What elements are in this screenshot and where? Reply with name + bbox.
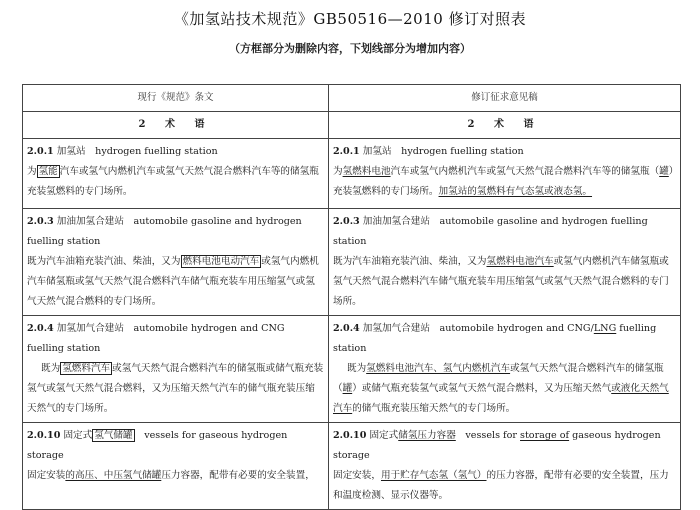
clause-text: 既为汽车油箱充装汽油、柴油，又为	[27, 256, 181, 267]
column-header-revised: 修订征求意见稿	[329, 85, 681, 112]
clause-text: 汽车或氢气内燃机汽车或氢气天然气混合燃料汽车等的储氢瓶（	[390, 166, 660, 177]
clause-number: 2.0.10	[27, 430, 61, 441]
added-text: 氢燃料电池	[342, 166, 391, 177]
clause-cell-current	[23, 209, 329, 316]
clause-cell-current	[23, 423, 329, 510]
added-text: 罐	[659, 166, 669, 177]
clause-number: 2.0.3	[27, 216, 54, 227]
clause-cell-current	[23, 139, 329, 209]
clause-heading: vessels for gaseous hydrogen storage	[27, 430, 288, 461]
clause-text: 的压力容器，配带有必要的安全装置，压力和温度检测、显示仪器等。	[333, 470, 669, 501]
added-text: LNG	[593, 323, 617, 334]
clause-heading: 加氢加气合建站 automobile hydrogen and CNG/	[362, 323, 594, 334]
clause-number: 2.0.4	[333, 323, 360, 334]
added-text: 罐	[342, 383, 353, 394]
added-text: 或液化天然气汽车	[333, 383, 669, 414]
added-text: 的高压、中压氢气储罐	[65, 470, 162, 481]
section-row	[23, 112, 681, 139]
table-row	[23, 423, 681, 510]
deleted-text: 氢气储罐	[94, 430, 133, 441]
clause-heading: 加油加氢合建站 automobile gasoline and hydrogen fuelling station	[333, 216, 648, 247]
clause-text: 或氢气天然气混合燃料汽车的储氢瓶（	[333, 363, 664, 394]
clause-heading: gaseous hydrogen storage	[333, 430, 661, 461]
clause-text: 或氢气天然气混合燃料汽车的储氢瓶或储气瓶充装氢气或氢气天然气混合燃料，又为压缩天然气汽车的储气瓶充装压缩天然气的专门场所。	[27, 363, 324, 414]
table-row	[23, 316, 681, 423]
section-heading-current: 2 术 语	[23, 112, 329, 139]
added-text: 加氢站的氢燃料有气态氢或液态氢。	[438, 186, 593, 197]
clause-heading: 加氢站 hydrogen fuelling station	[56, 146, 218, 157]
added-text: 储氢压力容器	[398, 430, 456, 441]
added-text: 氢燃料电池汽车	[486, 256, 554, 267]
clause-text: ）充装氢燃料的专门场所。	[333, 166, 674, 197]
clause-heading: 固定式	[369, 430, 399, 441]
clause-heading: 加氢加气合建站 automobile hydrogen and CNG fuelling station	[27, 323, 285, 354]
document-title: 《加氢站技术规范》GB50516—2010 修订对照表	[173, 10, 527, 28]
document-subtitle: （方框部分为删除内容，下划线部分为增加内容）	[229, 42, 471, 55]
clause-heading: 加氢站 hydrogen fuelling station	[362, 146, 524, 157]
clause-text: 为	[333, 166, 343, 177]
clause-text: 既为	[347, 363, 367, 374]
clause-text: 为	[27, 166, 37, 177]
clause-cell-revised	[329, 423, 681, 510]
clause-number: 2.0.1	[27, 146, 54, 157]
table-row	[23, 139, 681, 209]
clause-cell-current	[23, 316, 329, 423]
clause-heading: 加油加氢合建站 automobile gasoline and hydrogen fuelling station	[27, 216, 302, 247]
deleted-text: 氢能	[38, 166, 58, 177]
clause-cell-revised	[329, 139, 681, 209]
clause-number: 2.0.10	[333, 430, 367, 441]
clause-cell-revised	[329, 316, 681, 423]
clause-number: 2.0.4	[27, 323, 54, 334]
clause-text: 既为	[41, 363, 61, 374]
clause-text: ）或储气瓶充装氢气或氢气天然气混合燃料，又为压缩天然气	[352, 383, 612, 394]
clause-heading: 固定式	[63, 430, 93, 441]
added-text: 用于贮存气态氢（氢气）	[380, 470, 487, 481]
clause-text: 既为汽车油箱充装汽油、柴油，又为	[333, 256, 487, 267]
clause-text: 汽车或氢气内燃机汽车或氢气天然气混合燃料汽车等的储氢瓶充装氢燃料的专门场所。	[27, 166, 319, 197]
table-header-row	[23, 85, 681, 112]
added-text: storage of	[520, 430, 570, 441]
clause-number: 2.0.1	[333, 146, 360, 157]
clause-text: 固定安装	[27, 470, 66, 481]
table-row	[23, 209, 681, 316]
clause-text: 或氢气内燃机汽车储氢瓶或氢气天然气混合燃料汽车储气瓶充装车用压缩氢气或氢气天然气混合燃料的专门场所。	[333, 256, 669, 307]
comparison-table	[22, 84, 681, 510]
clause-text: 或氢气内燃机汽车储氢瓶或氢气天然气混合燃料汽车储气瓶充装车用压缩氢气或氢气天然气混合燃料的专门场所。	[27, 256, 319, 307]
deleted-text: 燃料电池电动汽车	[182, 256, 260, 267]
clause-heading: fuelling station	[333, 323, 657, 354]
column-header-current: 现行《规范》条文	[23, 85, 329, 112]
clause-number: 2.0.3	[333, 216, 360, 227]
clause-cell-revised	[329, 209, 681, 316]
added-text: 氢燃料电池汽车、氢气内燃机汽车	[366, 363, 511, 374]
clause-text: 压力容器，配带有必要的安全装置，	[161, 470, 315, 481]
clause-text: 的储气瓶充装压缩天然气的专门场所。	[352, 403, 516, 414]
clause-heading: vessels for	[455, 430, 521, 441]
section-heading-revised: 2 术 语	[329, 112, 681, 139]
clause-text: 固定安装，	[333, 470, 381, 481]
deleted-text: 氢燃料汽车	[62, 363, 111, 374]
